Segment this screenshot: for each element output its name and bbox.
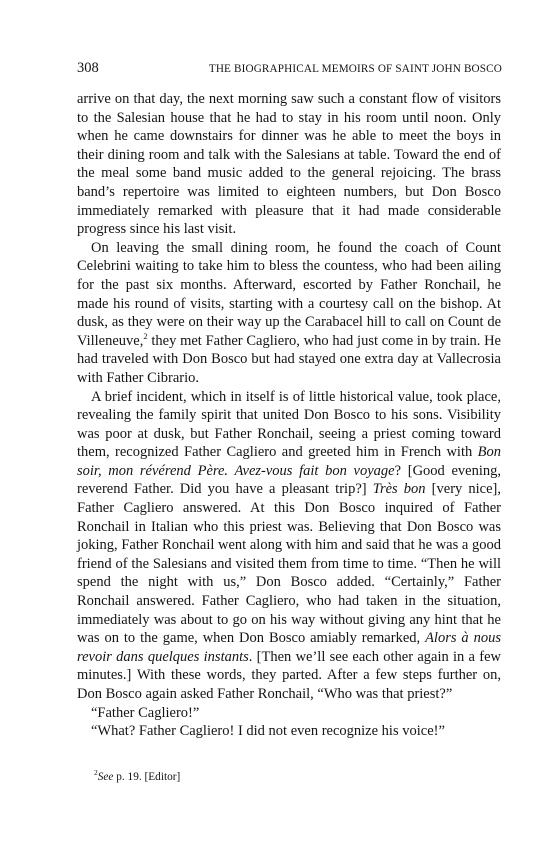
paragraph-3-text-a: A brief incident, which in itself is of little historical value, took place, revealing the family spirit that united Don Bosco to his sons. Visibility was poor at dusk, but Father Ronchail, seeing a priest coming toward them, recognized Father Cagliero and greeted him in French with: [77, 388, 501, 461]
french-phrase-greeting: Bon soir, mon révérend Père. Avez-vous fait bon voyage: [77, 444, 501, 479]
paragraph-2-text-a: On leaving the small dining room, he found the coach of Count Celebrini waiting to take him to bless the countess, who had been ailing for the past six months. Afterward, escorted by Father Ronchail, he made his round of visits, starting with a courtesy call on the bishop. At dusk, as they were on their way up the Carabacel hill to call on Count de Villeneuve,: [77, 239, 501, 349]
paragraph-5: [77, 722, 501, 741]
running-title: THE BIOGRAPHICAL MEMOIRS OF SAINT JOHN BOSCO: [208, 63, 502, 75]
paragraph-1: [77, 90, 501, 239]
french-phrase-tres-bon: Très bon: [372, 481, 426, 498]
footnote-see: See: [97, 771, 114, 783]
paragraph-2: [77, 239, 501, 388]
paragraph-4: [77, 704, 501, 723]
paragraph-3-text-b: ? [Good evening, reverend Father. Did you have a pleasant trip?]: [77, 462, 501, 498]
footnote-text: p. 19. [Editor]: [113, 771, 181, 783]
body-text: [77, 90, 501, 741]
paragraph-1-text: arrive on that day, the next morning saw such a constant flow of visitors to the Salesian house that he had to stay in his room until noon. Only when he came downstairs for dinner was he able to meet the boys in their dining room and talk with the Salesians at table. Toward the end of the meal some band music added to the general rejoicing. The brass band’s repertoire was limited to eighteen numbers, but Don Bosco immediately remarked with pleasure that it had made considerable progress since his last visit.: [77, 91, 501, 238]
footnote-reference[interactable]: 2: [143, 330, 148, 341]
paragraph-3-text-d: . [Then we’ll see each other again in a few minutes.] With these words, they parted. After a few steps further on, Don Bosco again asked Father Ronchail, “Who was that priest?”: [77, 648, 501, 702]
page-number: 308: [77, 60, 99, 76]
paragraph-4-text: “Father Cagliero!”: [91, 704, 200, 721]
footnote: [94, 770, 180, 784]
paragraph-3-text-c: [very nice], Father Cagliero answered. At this Don Bosco inquired of Father Ronchail in Italian who this priest was. Believing that Don Bosco was joking, Father Ronchail went along with him and said that he was a good friend of the Salesians and visited them from time to time. “Then he will spend the night with us,” Don Bosco added. “Certainly,” Father Ronchail answered. Father Cagliero, who had taken in the situation, immediately was about to go on his way without giving any hint that he was on to the game, when Don Bosco amiably remarked,: [77, 481, 501, 647]
french-phrase-farewell: Alors à nous revoir dans quelques instants: [77, 630, 501, 665]
paragraph-5-text: “What? Father Cagliero! I did not even recognize his voice!”: [91, 723, 445, 740]
paragraph-3: [77, 388, 501, 704]
running-head: [77, 58, 502, 78]
paragraph-2-text-b: they met Father Cagliero, who had just come in by train. He had traveled with Don Bosco but had stayed one extra day at Vallecrosia with Father Cibrario.: [77, 332, 501, 386]
footnote-marker: 2: [94, 768, 98, 778]
